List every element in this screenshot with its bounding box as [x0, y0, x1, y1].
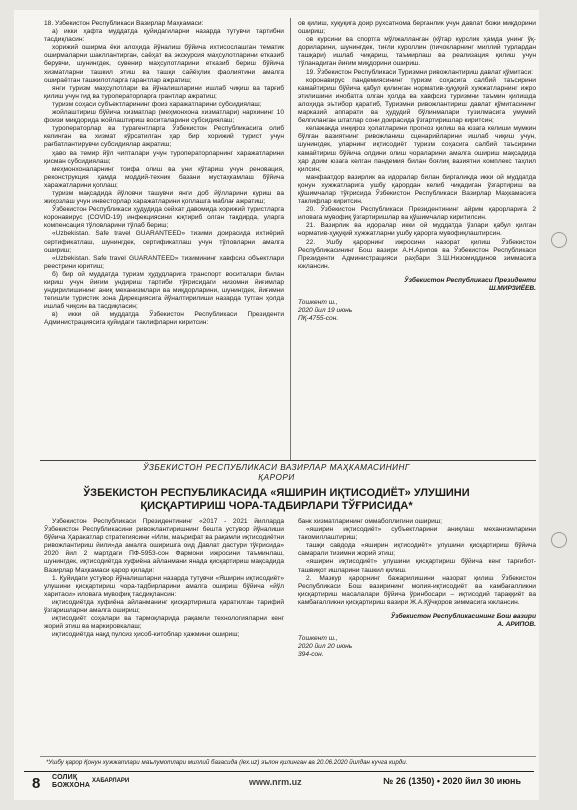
- footnote-divider: [40, 756, 536, 757]
- decree-title: [14, 487, 539, 513]
- decree-issuer: [14, 463, 539, 483]
- page-number: 8: [32, 775, 41, 792]
- binder-hole: [551, 232, 567, 248]
- paragraph: «яширин иқтисодиёт» улушини қисқартириш бўйича кенг тарғибот-ташвиқот ишларини ташкил қилиш.: [298, 558, 536, 574]
- website-link[interactable]: www.nrm.uz: [249, 777, 302, 787]
- paragraph: Ўзбекистон Республикаси ҳудудида сейхат давомида хорижий туристларга коронавирус (COVID-19) инфекциясини юқтириб олган тақдирда, уларга компенсация тўловларини тўлаб бериш;: [44, 206, 284, 230]
- paragraph: туризм соҳаси субъектларининг фоиз харажатларини субсидиялаш;: [52, 100, 262, 108]
- logo-line: ХАБАРЛАРИ: [92, 778, 130, 784]
- sign-place: Тошкент ш.,: [298, 635, 338, 643]
- logo-line: СОЛИҚ: [52, 774, 78, 781]
- paragraph: хорижий оширма ёки алоҳида йўналиш бўйича ихтисослашган тематик оширмаларни шакллантирган, саёҳат ва экскурсия маҳсулотларини етказиб берувчи, шунингдек, сувенир маҳсулотларини етказиб бериш бўйича хизматларни ташкил этиш ва ташқи сайёҳлик фаолиятини амалга ошираётган ташкилотларга гарантлар ажратиш;: [44, 44, 284, 84]
- paragraph: а) икки ҳафта муддатда қуйидагиларни назарда тутувчи тартибни тасдиқласин:: [44, 28, 284, 44]
- paragraph: манфаатдор вазирлик ва идоралар билан биргаликда икки ой муддатда қонун хужжатларига ушбу қарордан келиб чиқадиган ўзгартириш ва қўшимчалар тўғрисида Ўзбекистон Республикаси Вазирлар Маҳкамасига таклифлар киритсин.: [298, 173, 536, 206]
- paragraph: янги туризм маҳсулотлари ва йўналишларини ишлаб чиқиш ва тарғиб қилиш учун гид ва туроператорларга грантлар ажратиш;: [44, 84, 284, 100]
- top-right-column: [298, 20, 536, 460]
- paragraph: «Uzbekistan. Safe travel GUARANTEED» тизимининг хавфсиз объектлари реестрини юритиш;: [44, 254, 284, 270]
- paragraph: 1. Қуйидаги устувор йўналишларни назарда тутувчи «Яширин иқтисодиёт» улушини қисқартириш чора-тадбирларини амалга ошириш бўйича «йўл харитаси» иловага мувофиқ тасдиқлансин:: [44, 574, 284, 598]
- column-divider: [290, 18, 291, 460]
- footnote: *Ушбу қарор Қонун хужжатлари маълумотлари миллий базасида (lex.uz) эълон қилинган ва 20.06.2020 йилдан кучга кирди.: [46, 759, 408, 766]
- paragraph: «яширин иқтисодиёт» субъектларини аниқлаш механизмларини такомиллаштириш;: [298, 526, 536, 542]
- section-divider: [40, 460, 536, 461]
- paragraph: 19. Ўзбекистон Республикаси Туризмни ривожлантириш давлат қўмитаси:: [306, 68, 533, 76]
- paragraph: меҳмонхоналарнинг тоифа олиш ва уни кўтариш учун реновация, реконструкция ҳамда моддий-техник базани мустаҳкамлаш бўйича харажатларини қоплаш;: [44, 165, 284, 189]
- newspaper-page: [14, 10, 539, 800]
- sign-date: 2020 йил 20 июнь: [298, 643, 353, 651]
- paragraph: б) бир ой муддатда туризм ҳудудларига транспорт воситалари билан кириш учун йиғим ундириш тартиби тўғрисидаги низомни йиғимлар ундирилишининг аниқ механизмлари ва миқдорларини, шунингдек, йиғимни тегишли туристик зона Дирекциясига йўналтирилиши назарда тутган ҳолда ишлаб чиқсин ва тасдиқласин;: [44, 270, 284, 311]
- decree-number: ПҚ-4755-сон.: [298, 315, 339, 323]
- paragraph: туроператорлар ва турагентларга Ўзбекистон Республикасига олиб келинган ва хизмат кўрсатилган ҳар бир хорижий турист учун рағбатлантирувчи субсидиялар ажратиш;: [44, 125, 284, 149]
- bottom-right-column: [298, 518, 536, 756]
- signature-name: А. АРИПОВ.: [497, 621, 536, 629]
- paragraph: ташқи савдода «яширин иқтисодиёт» улушини қисқартириш бўйича самарали тизимни жорий этиш;: [298, 542, 536, 558]
- paragraph: ов курсини ва спортга мўлжалланган (кўтар курслик ҳамда унинг ўқ-дориларини, шунингдек, тиғли куроллин (пичокларнинг миллий турлардан ташқари) ишлаб чиқариш, таъмирлаш ва реализация қилиш учун тўланадиган йиғим миқдорини ошириш.: [298, 36, 536, 68]
- paragraph: туризм мақсадида йўловчи ташувчи янги доб йўлларини куриш ва жиҳозлаш учун инвесторлар харажатларини қоплашга маблағ ажратиш;: [44, 189, 284, 206]
- paragraph: жойлаштириш бўйича хизматлар (меҳмонхона хизматлари) нархининг 10 фоизи миқдорида жойлаштириш воситаларини субсидиялаш;: [44, 109, 284, 125]
- signature-title: Ўзбекистон Республикаси Президенти: [404, 276, 536, 284]
- bottom-left-column: [44, 518, 284, 756]
- paragraph: Ўзбекистон Республикаси Президентининг «2017 - 2021 йилларда Ўзбекистон Республикасини ривожлантиришнинг бешта устувор йўналиши бўйича Ҳаракатлар стратегиясини «Илм, маърифат ва рақамли иқтисодиётни ривожлантириш йили»да амалга оширишга оид Давлат дастури тўғрисида» 2020 йил 2 мартдаги ПФ-5953-сон Фармони ижросини таъминлаш, шунингдек, иқтисодиётда хуфиёна айланмани янада қисқартириш мақсадида Вазирлар Маҳкамаси қарор қилади:: [44, 518, 284, 574]
- paragraph: 2. Мазкур қарорнинг бажарилишини назорат қилиш Ўзбекистон Республикаси Бош вазирининг молия-иқтисодиёт ва камбағалликни қисқартириш масалалари бўйича ўринбосари – иқтисодий тараққиёт ва камбағалликни қисқартириш вазири Ж.А.Қўчқоров зиммасига юклансин.: [298, 574, 536, 606]
- paragraph: 22. Ушбу қарорнинг ижросини назорат қилиш Ўзбекистон Республикасининг Бош вазири А.Н.Арипов ва Ўзбекистон Республикаси Президенти Администрацияси раҳбари З.Ш.Низомиддинов зиммасига юклансин.: [298, 238, 536, 270]
- issuer-line: ҚАРОРИ: [258, 473, 295, 482]
- paragraph: в) икки ой муддатда Ўзбекистон Республикаси Президенти Администрациясига қуйидаги таклифларни киритсин:: [44, 311, 284, 327]
- top-left-column: [44, 20, 284, 460]
- sign-date: 2020 йил 19 июнь: [298, 307, 353, 315]
- paragraph: ов қилиш, хуқуқига доир рухсатнома берганлик учун давлат божи миқдорини ошириш;: [298, 20, 536, 36]
- decree-number: 394-сон.: [298, 651, 324, 659]
- title-line: ҚИСҚАРТИРИШ ЧОРА-ТАДБИРЛАРИ ТЎҒРИСИДА*: [140, 500, 413, 512]
- paragraph: иқтисодиётда хуфиёна айланманинг қисқартиришга қаратилган тарифий ўзгаришларни амалга ошириш;: [44, 598, 284, 615]
- logo-line: БОЖХОНА: [52, 782, 91, 789]
- newspaper-logo: [52, 774, 130, 792]
- issue-info: № 26 (1350) • 2020 йил 30 июнь: [383, 776, 521, 786]
- paragraph: иқтисодиёт соҳалари ва тармоқларида рақамли технологияларни кенг жорий этиш ва маркировкалаш;: [44, 615, 284, 631]
- signature-name: Ш.МИРЗИЁЕВ.: [488, 285, 536, 292]
- paragraph: коронавирус пандемиясининг туризм соҳасига салбий таъсирини камайтириш бўйича қабул қилинган норматив-ҳуқуқий хужжатларнинг ижро этилишини инобатга олган ҳолда ва хавфсиз туризмни таъмин қилишда алоҳида эътибор қаратиб, Туризмни ривожлантириш давлат қўмитасининг марказий аппарати ва ҳудудий бўлинмалари тузилмасига умумий белгиланган штатлар сони доирасида ўзгартиришлар киритсин;: [298, 76, 536, 125]
- paragraph: «Uzbekistan. Safe travel GUARANTEED» тизими доирасида ихтиёрий сертификатлаш, шунингдек, сертификатлаш учун тўловларни амалга ошириш;: [44, 230, 284, 254]
- paragraph: 20. Ўзбекистон Республикаси Президентининг айрим қарорларига 2 иловага мувофиқ ўзгартиришлар ва қўшимчалар киритилсин.: [298, 206, 536, 222]
- sign-place: Тошкент ш.,: [298, 299, 338, 307]
- binder-hole: [551, 532, 567, 548]
- title-line: ЎЗБЕКИСТОН РЕСПУБЛИКАСИДА «ЯШИРИН ИҚТИСОДИЁТ» УЛУШИНИ: [83, 487, 470, 499]
- page-footer: [14, 771, 539, 795]
- paragraph: иқтисодиётда нақд пулсиз ҳисоб-китоблар ҳажмини ошириш;: [52, 631, 240, 639]
- footer-rule: [24, 771, 534, 772]
- paragraph: 18. Ўзбекистон Республикаси Вазирлар Маҳкамаси:: [44, 20, 204, 27]
- issuer-line: ЎЗБЕКИСТОН РЕСПУБЛИКАСИ ВАЗИРЛАР МАҲКАМАСИНИНГ: [143, 463, 410, 472]
- paragraph: ҳаво ва темир йўл чипталари учун туроператорларнинг харажатларини қисман субсидиялаш;: [44, 149, 284, 165]
- paragraph: 21. Вазирлик ва идоралар икки ой муддатда ўзлари қабул қилган норматив-ҳуқуқий хужжатларни ушбу қарорга мувофиқлаштирсин.: [298, 222, 536, 238]
- paragraph: келажакда инқироз ҳолатларини прогноз қилиш ва юзага келиши мумкин бўлган вазиятнинг ривожланиш сценарийларини ишлаб чиқиш учун, шунингдек, уларнинг иқтисодиёт туризм соҳасига салбий таъсирини камайтириш бўйича олдини олиш чораларини амалга ошириш мақсадида ҳар доим юзага келган пандемия билан боғлиқ вазиятни комплекс таҳлил қилсин;: [298, 125, 536, 173]
- signature-title: Ўзбекистон Республикасининг Бош вазири: [390, 613, 536, 621]
- paragraph: банк хизматларининг оммабоплигини ошириш;: [298, 518, 442, 525]
